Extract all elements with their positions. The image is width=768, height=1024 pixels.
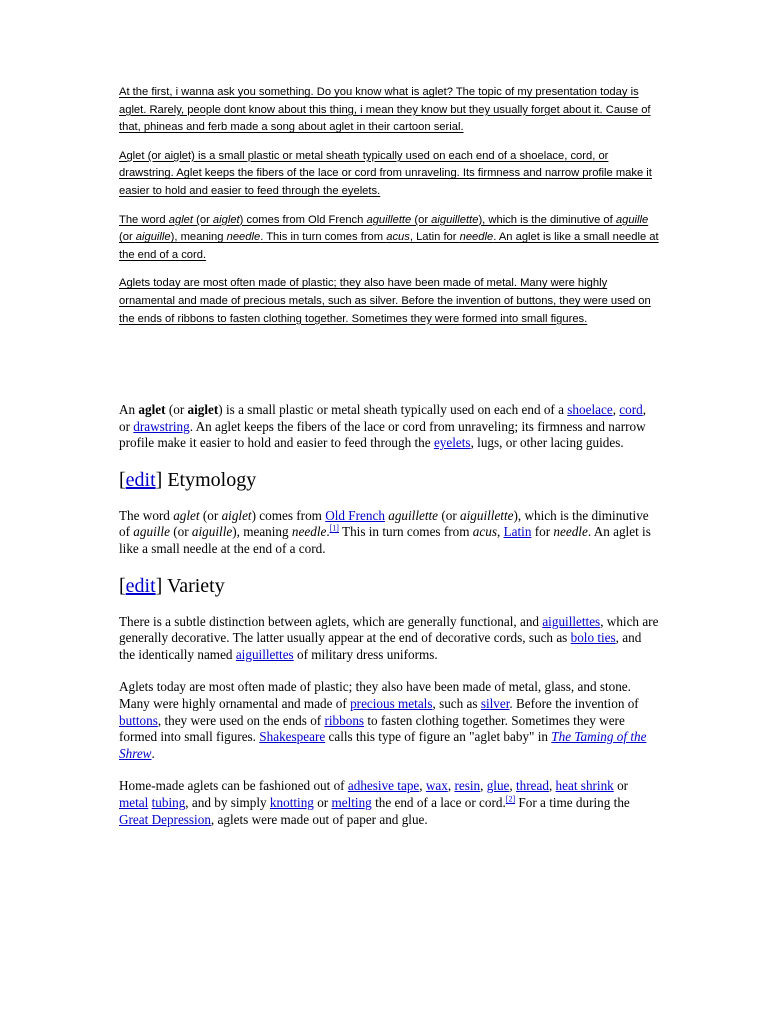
text: (or	[193, 213, 213, 226]
text: , such as	[432, 695, 481, 711]
text: .	[326, 524, 330, 540]
text: ,	[509, 778, 516, 794]
italic-term: acus	[386, 231, 410, 244]
text: , they were used on the ends of	[157, 712, 325, 728]
italic-term: aguille	[615, 213, 649, 226]
italic-term: aglet	[168, 213, 194, 226]
text: , and by simply	[185, 794, 270, 810]
link-shakespeare[interactable]: Shakespeare	[259, 729, 326, 745]
italic-term: aiguillette	[460, 507, 514, 523]
text: For a time during the	[515, 794, 630, 810]
text: to fasten clothing together. Sometimes they were formed into small figures.	[119, 712, 625, 745]
link-resin[interactable]: resin	[454, 778, 481, 794]
text: (or	[438, 507, 461, 523]
italic-term: aglet	[173, 507, 200, 523]
text: Home-made aglets can be fashioned out of	[119, 778, 348, 794]
text: ), which is the diminutive of	[478, 213, 616, 226]
text: ) is a small plastic or metal sheath typically used on each end of a	[218, 402, 568, 417]
text: , Latin for	[409, 231, 460, 244]
link-eyelets[interactable]: eyelets	[433, 435, 471, 451]
etymology-paragraph	[119, 508, 659, 558]
text: . An aglet is like a small needle at the end of a cord.	[119, 231, 659, 261]
link-wax[interactable]: wax	[425, 778, 448, 794]
link-ribbons[interactable]: ribbons	[324, 712, 365, 728]
text: ,	[496, 524, 504, 540]
italic-term: aiglet	[221, 507, 252, 523]
link-knotting[interactable]: knotting	[269, 794, 314, 810]
link-metal[interactable]: metal	[119, 794, 149, 810]
italic-term: aguillette	[388, 507, 439, 523]
italic-term: needle	[553, 524, 588, 540]
link-precious-metals[interactable]: precious metals	[350, 695, 433, 711]
text: ), meaning	[170, 231, 227, 244]
text: (or	[165, 402, 188, 417]
text: . An aglet keeps the fibers of the lace or cord from unraveling; its firmness and narrow profile make it easier to hold and easier to feed through the	[119, 418, 646, 451]
text: ,	[447, 778, 455, 794]
text: calls this type of figure an "aglet baby" in	[325, 729, 552, 745]
link-tubing[interactable]: tubing	[151, 794, 186, 810]
presenter-notes	[119, 84, 659, 339]
intro-paragraph	[119, 402, 659, 452]
text: or	[613, 778, 629, 794]
italic-term: aiguillette	[431, 213, 479, 226]
link-melting[interactable]: melting	[331, 794, 372, 810]
link-aiguillettes-military[interactable]: aiguillettes	[235, 646, 294, 662]
bracket: ]	[155, 468, 163, 491]
notes-paragraph-intro: At the first, i wanna ask you something. Do you know what is aglet? The topic of my presentation today is aglet. Rarely, people dont know about this thing, i mean they know but they usually forget about it. Cause of that, phineas and ferb made a song about aglet in their cartoon serial.	[119, 86, 651, 134]
text: , or	[119, 402, 647, 434]
heading-text: Etymology	[162, 468, 257, 491]
text: for	[531, 524, 554, 540]
text: , and the identically named	[119, 630, 642, 662]
link-latin[interactable]: Latin	[503, 524, 532, 540]
link-shoelace[interactable]: shoelace	[567, 402, 613, 417]
bracket: [	[119, 468, 126, 491]
italic-term: needle	[291, 524, 327, 540]
italic-term: needle	[226, 231, 261, 244]
link-great-depression[interactable]: Great Depression	[119, 811, 211, 827]
heading-variety	[119, 574, 659, 598]
italic-term: aiguille	[191, 524, 233, 540]
text: . This in turn comes from	[260, 231, 387, 244]
text: or	[313, 794, 332, 810]
text: ,	[419, 778, 426, 794]
heading-text: Variety	[162, 574, 225, 597]
edit-link-variety[interactable]: edit	[125, 574, 156, 597]
text: ), which is the diminutive of	[119, 507, 649, 540]
bold-term: aglet	[138, 402, 166, 417]
text: ,	[612, 402, 620, 417]
citation-link-1[interactable]: [1]	[329, 523, 339, 533]
text: (or	[119, 231, 136, 244]
variety-paragraph-materials	[119, 679, 659, 762]
text: An	[119, 402, 139, 417]
text: (or	[169, 524, 192, 540]
text: The word	[119, 507, 174, 523]
text: (or	[199, 507, 222, 523]
italic-term: aguillette	[366, 213, 412, 226]
bracket: [	[119, 574, 126, 597]
link-taming-of-the-shrew[interactable]: The Taming of the Shrew	[119, 729, 647, 761]
text: ,	[480, 778, 487, 794]
text: ,	[548, 778, 556, 794]
text: ), meaning	[232, 524, 292, 540]
text: Aglets today are most often made of plastic; they also have been made of metal, glass, and stone. Many were highly ornamental and made of	[119, 679, 631, 711]
link-bolo-ties[interactable]: bolo ties	[570, 630, 616, 646]
text: . An aglet is like a small needle at the end of a cord.	[119, 524, 651, 556]
bracket: ]	[155, 574, 163, 597]
text: of military dress uniforms.	[293, 646, 438, 662]
link-aiguillettes[interactable]: aiguillettes	[542, 613, 601, 629]
notes-paragraph-materials: Aglets today are most often made of plastic; they also have been made of metal. Many were highly ornamental and made of precious metals, such as silver. Before the invention of buttons, they were used on the ends of ribbons to fasten clothing together. Sometimes they were formed into small figures.	[119, 277, 651, 325]
text: There is a subtle distinction between aglets, which are generally functional, and	[119, 613, 543, 629]
link-drawstring[interactable]: drawstring	[133, 418, 190, 434]
link-buttons[interactable]: buttons	[119, 712, 158, 728]
wiki-article	[119, 402, 659, 844]
variety-paragraph-distinction	[119, 614, 659, 664]
variety-paragraph-homemade	[119, 778, 659, 828]
text: The word	[119, 213, 169, 226]
link-thread[interactable]: thread	[516, 778, 549, 794]
link-old-french[interactable]: Old French	[325, 507, 385, 523]
text: ) comes from Old French	[239, 213, 367, 226]
citation-link-2[interactable]: [2]	[505, 794, 516, 804]
link-glue[interactable]: glue	[486, 778, 510, 794]
edit-link-etymology[interactable]: edit	[125, 468, 156, 491]
heading-etymology	[119, 468, 659, 492]
text: This in turn comes from	[338, 524, 473, 540]
text: , lugs, or other lacing guides.	[470, 435, 624, 451]
notes-paragraph-definition: Aglet (or aiglet) is a small plastic or metal sheath typically used on each end of a shoelace, cord, or drawstring. Aglet keeps the fibers of the lace or cord from unraveling. Its firmness and narrow profile make it easier to hold and easier to feed through the eyelets.	[119, 149, 652, 197]
notes-paragraph-etymology	[119, 212, 659, 265]
link-silver[interactable]: silver	[480, 695, 510, 711]
link-cord[interactable]: cord	[619, 402, 643, 417]
text: the end of a lace or cord.	[371, 794, 506, 810]
text: ) comes from	[251, 507, 326, 523]
bold-term: aiglet	[187, 402, 219, 417]
link-heat-shrink[interactable]: heat shrink	[555, 778, 614, 794]
italic-term: aguille	[133, 524, 170, 540]
italic-term: aiguille	[135, 231, 171, 244]
link-adhesive-tape[interactable]: adhesive tape	[347, 778, 420, 794]
text: , which are generally decorative. The latter usually appear at the end of decorative cords, such as	[119, 613, 659, 646]
text: . Before the invention of	[509, 695, 639, 711]
text: , aglets were made out of paper and glue.	[210, 811, 428, 827]
text: (or	[411, 213, 432, 226]
italic-term: aiglet	[212, 213, 240, 226]
italic-term: acus	[472, 524, 497, 540]
italic-term: needle	[459, 231, 494, 244]
text: .	[151, 745, 155, 761]
